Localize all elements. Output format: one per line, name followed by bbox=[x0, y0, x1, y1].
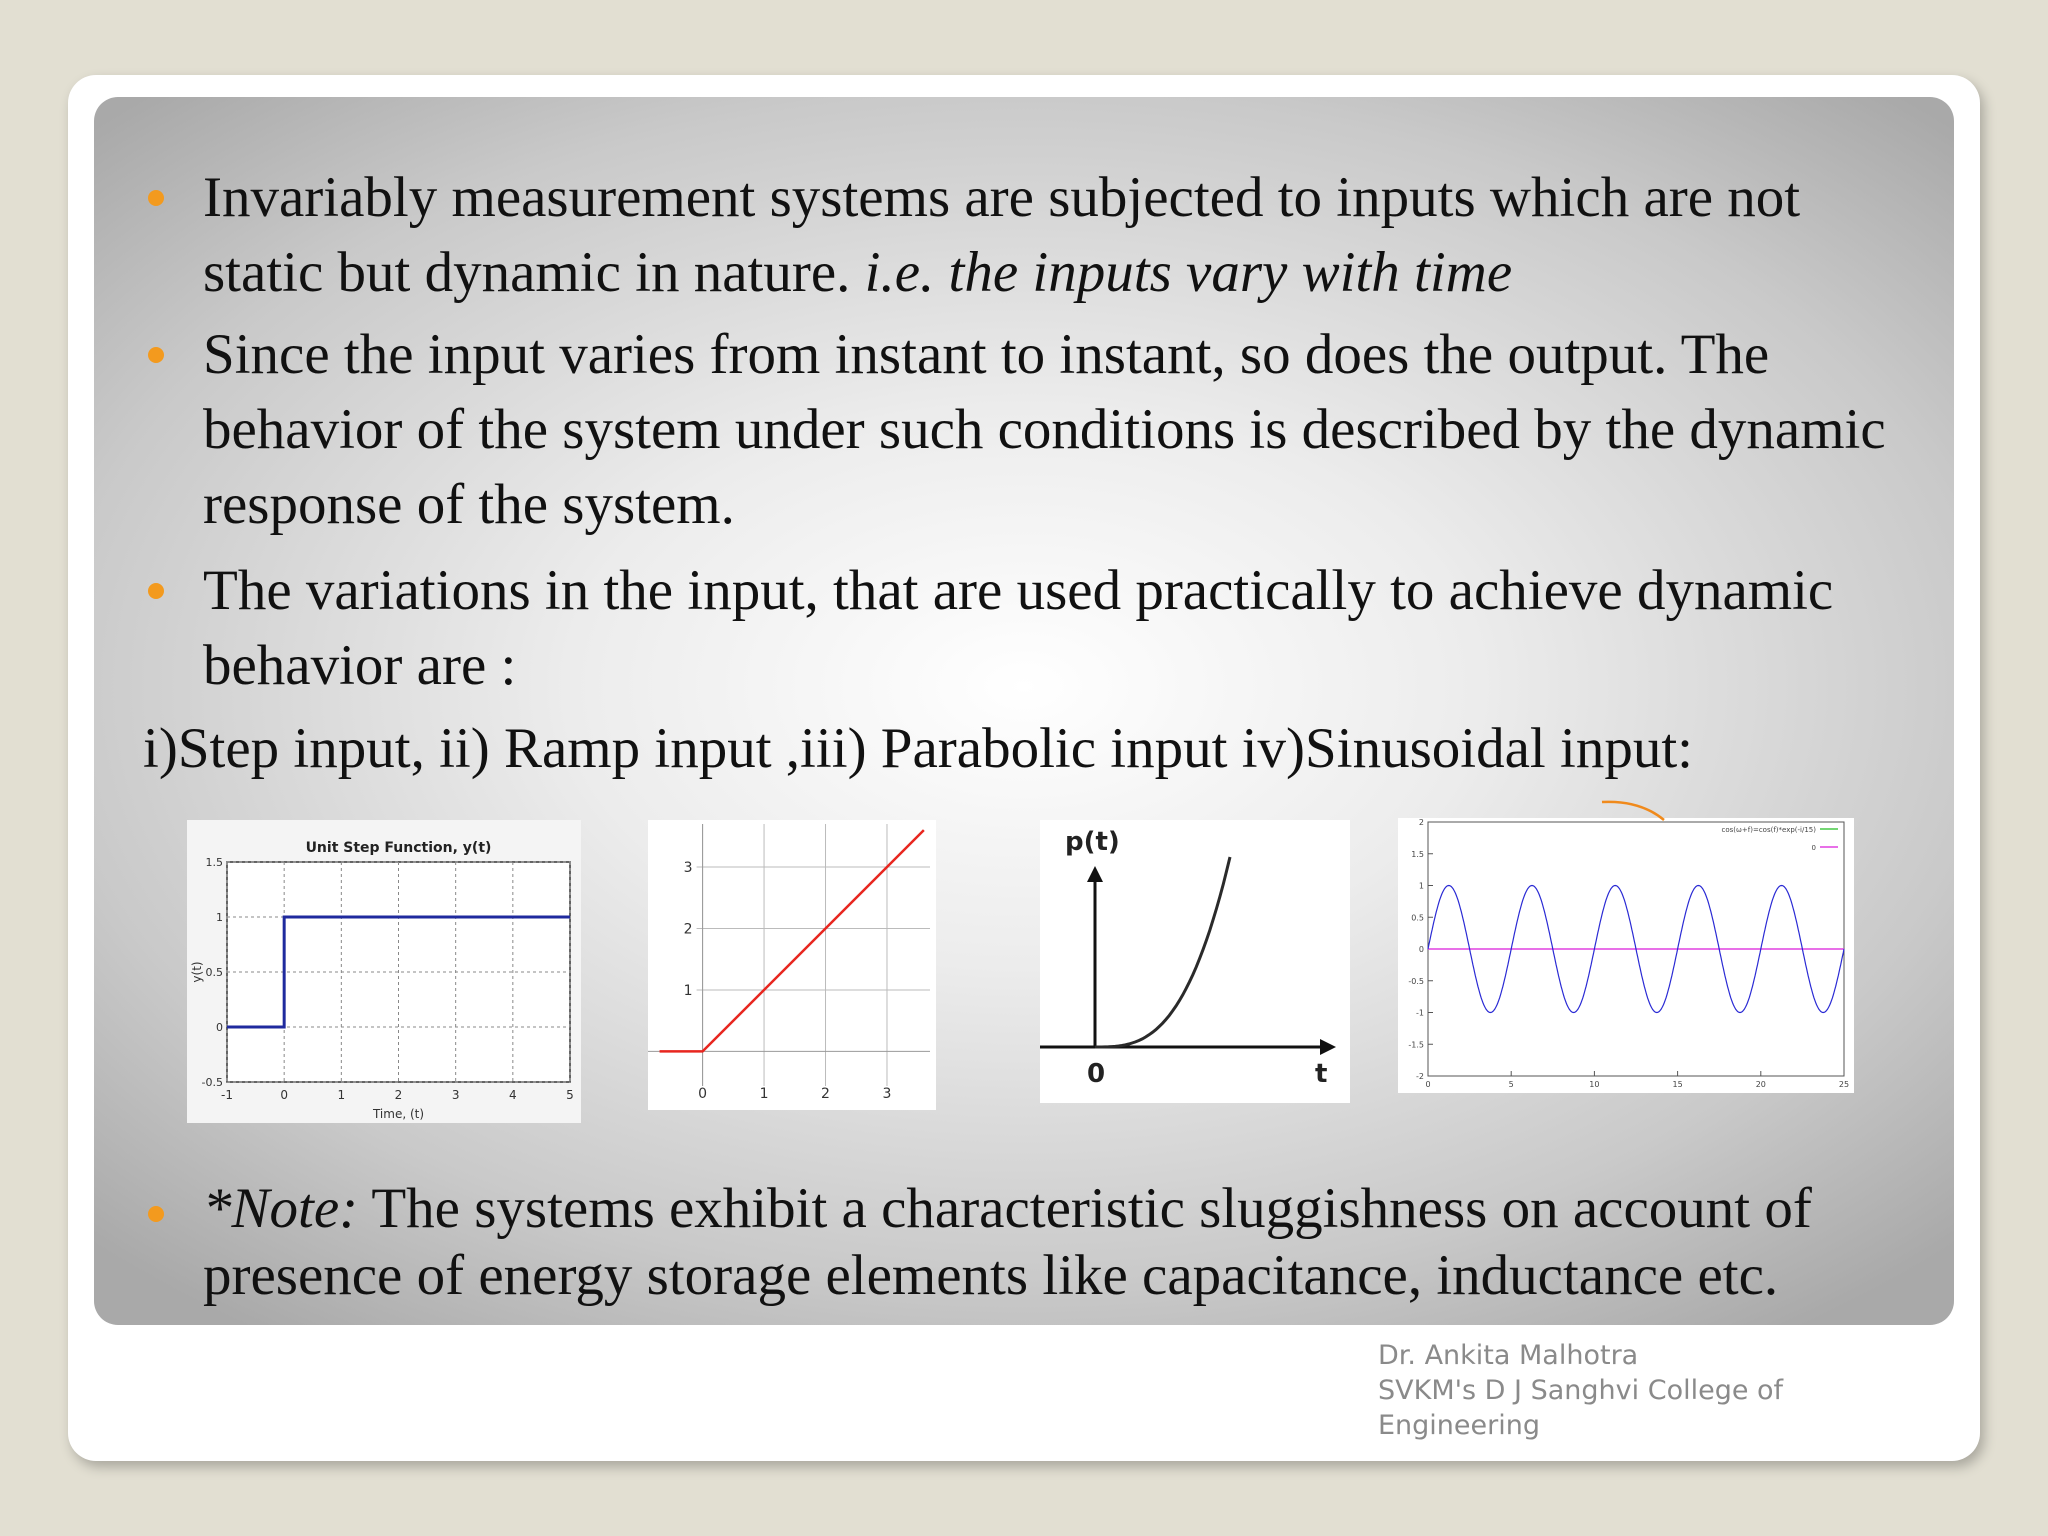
x-tick-label: 0 bbox=[698, 1086, 708, 1102]
x-tick-label: 5 bbox=[1508, 1080, 1514, 1089]
bullet-dot-icon bbox=[148, 583, 164, 599]
step-chart bbox=[187, 820, 581, 1123]
bullet-dot-icon bbox=[148, 347, 164, 363]
x-tick-label: 15 bbox=[1672, 1080, 1683, 1089]
x-tick-label: 20 bbox=[1755, 1080, 1766, 1089]
x-tick-label: 2 bbox=[394, 1088, 403, 1102]
bullet-1 bbox=[203, 160, 1923, 310]
chart-title: Unit Step Function, y(t) bbox=[305, 840, 492, 856]
ramp-series-line bbox=[660, 830, 924, 1051]
note-text: The systems exhibit a characteristic sluggishness on account of presence of energy storage elements like capacitance, inductance etc. bbox=[203, 1177, 1812, 1307]
sinusoidal-input-figure bbox=[1398, 818, 1854, 1093]
y-tick-label: 1 bbox=[216, 911, 223, 924]
step-input-figure bbox=[187, 820, 581, 1123]
y-tick-label: 0.5 bbox=[205, 966, 223, 979]
sinusoidal-chart bbox=[1398, 818, 1854, 1093]
bullet-dot-icon bbox=[148, 1206, 164, 1222]
note-bullet bbox=[203, 1175, 1923, 1309]
y-tick-label: -0.5 bbox=[1408, 976, 1424, 986]
x-tick-label: 0 bbox=[280, 1088, 288, 1102]
legend-entry-1: cos(ω+f)=cos(f)*exp(-i/15) bbox=[1721, 826, 1816, 834]
bullet-3-text: The variations in the input, that are used practically to achieve dynamic behavior are : bbox=[203, 559, 1834, 697]
y-tick-label: -0.5 bbox=[201, 1076, 223, 1089]
y-tick-label: 2 bbox=[1418, 818, 1424, 827]
y-tick-label: -1 bbox=[1416, 1008, 1424, 1018]
parabolic-series-line bbox=[1095, 857, 1230, 1047]
y-axis-label: p(t) bbox=[1065, 827, 1120, 857]
y-tick-label: -2 bbox=[1416, 1072, 1424, 1081]
y-tick-label: -1.5 bbox=[1408, 1040, 1424, 1050]
footer-line-3: Engineering bbox=[1378, 1410, 1540, 1441]
x-tick-label: 4 bbox=[509, 1088, 517, 1102]
bullet-2-text: Since the input varies from instant to instant, so does the output. The behavior of the system under such conditions is described by the dynamic response of the system. bbox=[203, 323, 1886, 536]
footer-credit bbox=[1378, 1338, 1783, 1443]
y-tick-label: 0.5 bbox=[1411, 913, 1424, 923]
parabolic-chart bbox=[1040, 820, 1350, 1103]
x-tick-label: -1 bbox=[221, 1088, 233, 1102]
x-tick-label: 3 bbox=[451, 1088, 460, 1102]
y-tick-label: 1.5 bbox=[205, 856, 223, 869]
x-tick-label: 1 bbox=[759, 1086, 769, 1102]
y-axis-label: y(t) bbox=[190, 961, 204, 983]
x-tick-label: 1 bbox=[337, 1088, 346, 1102]
footer-line-2: SVKM's D J Sanghvi College of bbox=[1378, 1375, 1784, 1406]
x-tick-label: 2 bbox=[821, 1086, 830, 1102]
y-tick-label: 0 bbox=[216, 1021, 223, 1034]
x-tick-label: 25 bbox=[1838, 1080, 1850, 1089]
bullet-2 bbox=[203, 317, 1923, 542]
x-tick-label: 3 bbox=[882, 1086, 892, 1102]
y-axis-arrow-icon bbox=[1087, 866, 1103, 882]
y-tick-label: 1 bbox=[1418, 881, 1424, 891]
y-tick-label: 1 bbox=[683, 982, 693, 999]
bullet-3 bbox=[203, 553, 1923, 703]
bullet-1-text: Invariably measurement systems are subjected to inputs which are not static but dynamic in nature. bbox=[203, 166, 1801, 304]
x-axis-arrow-icon bbox=[1320, 1039, 1336, 1055]
y-tick-label: 3 bbox=[683, 860, 693, 877]
y-tick-label: 0 bbox=[1418, 945, 1424, 954]
x-axis-label: Time, (t) bbox=[372, 1107, 425, 1121]
x-tick-label: 0 bbox=[1425, 1080, 1431, 1089]
orange-annotation-curve bbox=[1600, 796, 1670, 826]
y-tick-label: 2 bbox=[683, 921, 693, 938]
bullet-1-italic: i.e. the inputs vary with time bbox=[864, 241, 1513, 304]
bullet-dot-icon bbox=[148, 190, 164, 206]
ramp-input-figure bbox=[648, 820, 936, 1110]
footer-line-1: Dr. Ankita Malhotra bbox=[1378, 1340, 1639, 1371]
x-tick-label: 5 bbox=[566, 1088, 574, 1102]
parabolic-input-figure bbox=[1040, 820, 1350, 1103]
x-axis-label: t bbox=[1315, 1059, 1328, 1089]
ramp-chart bbox=[648, 820, 936, 1110]
note-label: *Note: bbox=[203, 1177, 359, 1240]
x-tick-label: 10 bbox=[1589, 1080, 1600, 1089]
input-types-line: i)Step input, ii) Ramp input ,iii) Parabolic input iv)Sinusoidal input: bbox=[143, 717, 1693, 780]
origin-label: 0 bbox=[1087, 1059, 1106, 1089]
legend-entry-2: 0 bbox=[1811, 844, 1816, 852]
y-tick-label: 1.5 bbox=[1411, 849, 1424, 859]
